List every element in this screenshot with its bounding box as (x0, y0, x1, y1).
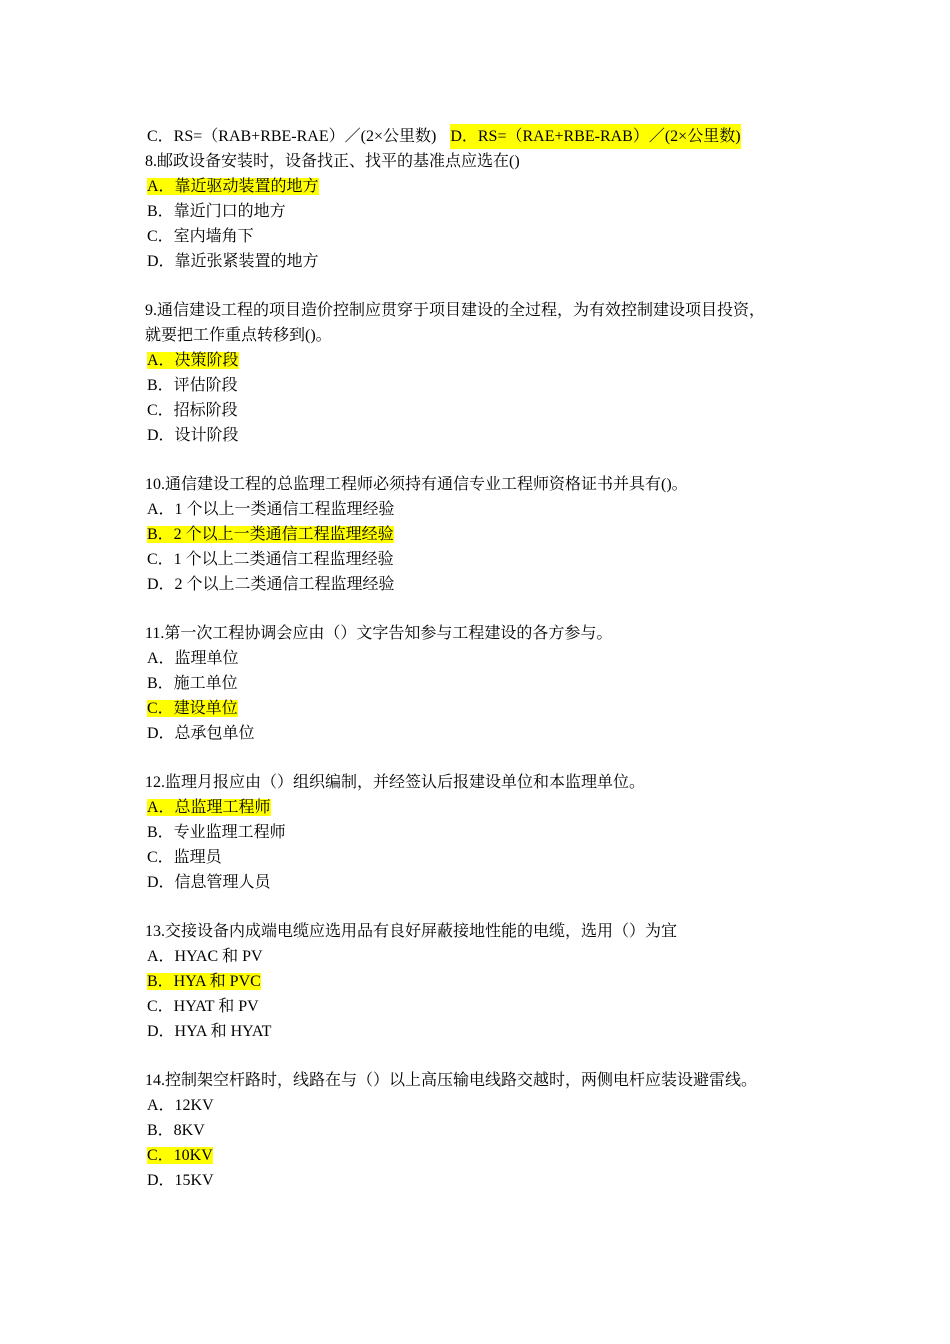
option-a-highlighted: A．靠近驱动装置的地方 (147, 178, 319, 195)
option-d: D．总承包单位 (147, 725, 255, 742)
option-b: B．施工单位 (147, 675, 238, 692)
option-d: D．设计阶段 (147, 427, 239, 444)
question-text: 8.邮政设备安装时，设备找正、找平的基准点应选在() (145, 153, 520, 170)
option-d-highlighted: D．RS=（RAE+RBE-RAB）／(2×公里数) (450, 124, 740, 149)
option-a: A．1 个以上一类通信工程监理经验 (147, 501, 395, 518)
question-13 (145, 919, 825, 1044)
option-b-highlighted: B．2 个以上一类通信工程监理经验 (147, 526, 394, 543)
option-a: A．12KV (147, 1097, 214, 1114)
option-b-highlighted: B．HYA 和 PVC (147, 973, 261, 990)
question-14 (145, 1068, 825, 1193)
option-a: A．HYAC 和 PV (147, 948, 263, 965)
question-text: 11.第一次工程协调会应由（）文字告知参与工程建设的各方参与。 (145, 625, 613, 642)
option-a-highlighted: A．决策阶段 (147, 352, 239, 369)
option-d: D．2 个以上二类通信工程监理经验 (147, 576, 395, 593)
question-text: 12.监理月报应由（）组织编制，并经签认后报建设单位和本监理单位。 (145, 774, 646, 791)
option-c: C．RS=（RAB+RBE-RAE）／(2×公里数) (147, 128, 437, 145)
option-b: B．专业监理工程师 (147, 824, 286, 841)
question-11 (145, 621, 825, 746)
option-a-highlighted: A．总监理工程师 (147, 799, 271, 816)
question-10 (145, 472, 825, 597)
option-a: A．监理单位 (147, 650, 239, 667)
question-text: 10.通信建设工程的总监理工程师必须持有通信专业工程师资格证书并具有()。 (145, 476, 688, 493)
option-c-highlighted: C．建设单位 (147, 700, 238, 717)
question-12 (145, 770, 825, 895)
option-c: C．HYAT 和 PV (147, 998, 259, 1015)
document-content (145, 124, 825, 1193)
option-d: D．靠近张紧装置的地方 (147, 253, 319, 270)
option-d: D．信息管理人员 (147, 874, 271, 891)
option-b: B．8KV (147, 1122, 205, 1139)
option-c: C．室内墙角下 (147, 228, 254, 245)
option-c: C．招标阶段 (147, 402, 238, 419)
option-b: B．靠近门口的地方 (147, 203, 286, 220)
question-text: 13.交接设备内成端电缆应选用品有良好屏蔽接地性能的电缆，选用（）为宜 (145, 923, 678, 940)
question-9 (145, 298, 825, 448)
option-c: C．监理员 (147, 849, 222, 866)
option-d: D．HYA 和 HYAT (147, 1023, 272, 1040)
option-c-highlighted: C．10KV (147, 1147, 213, 1164)
option-d: D．15KV (147, 1172, 214, 1189)
question-7-options-cd (145, 124, 825, 149)
question-text: 14.控制架空杆路时，线路在与（）以上高压输电线路交越时，两侧电杆应装设避雷线。 (145, 1072, 758, 1089)
question-8 (145, 149, 825, 274)
question-text-line2: 就要把工作重点转移到()。 (145, 327, 332, 344)
option-b: B．评估阶段 (147, 377, 238, 394)
question-text-line1: 9.通信建设工程的项目造价控制应贯穿于项目建设的全过程，为有效控制建设项目投资， (145, 302, 766, 319)
option-c: C．1 个以上二类通信工程监理经验 (147, 551, 394, 568)
